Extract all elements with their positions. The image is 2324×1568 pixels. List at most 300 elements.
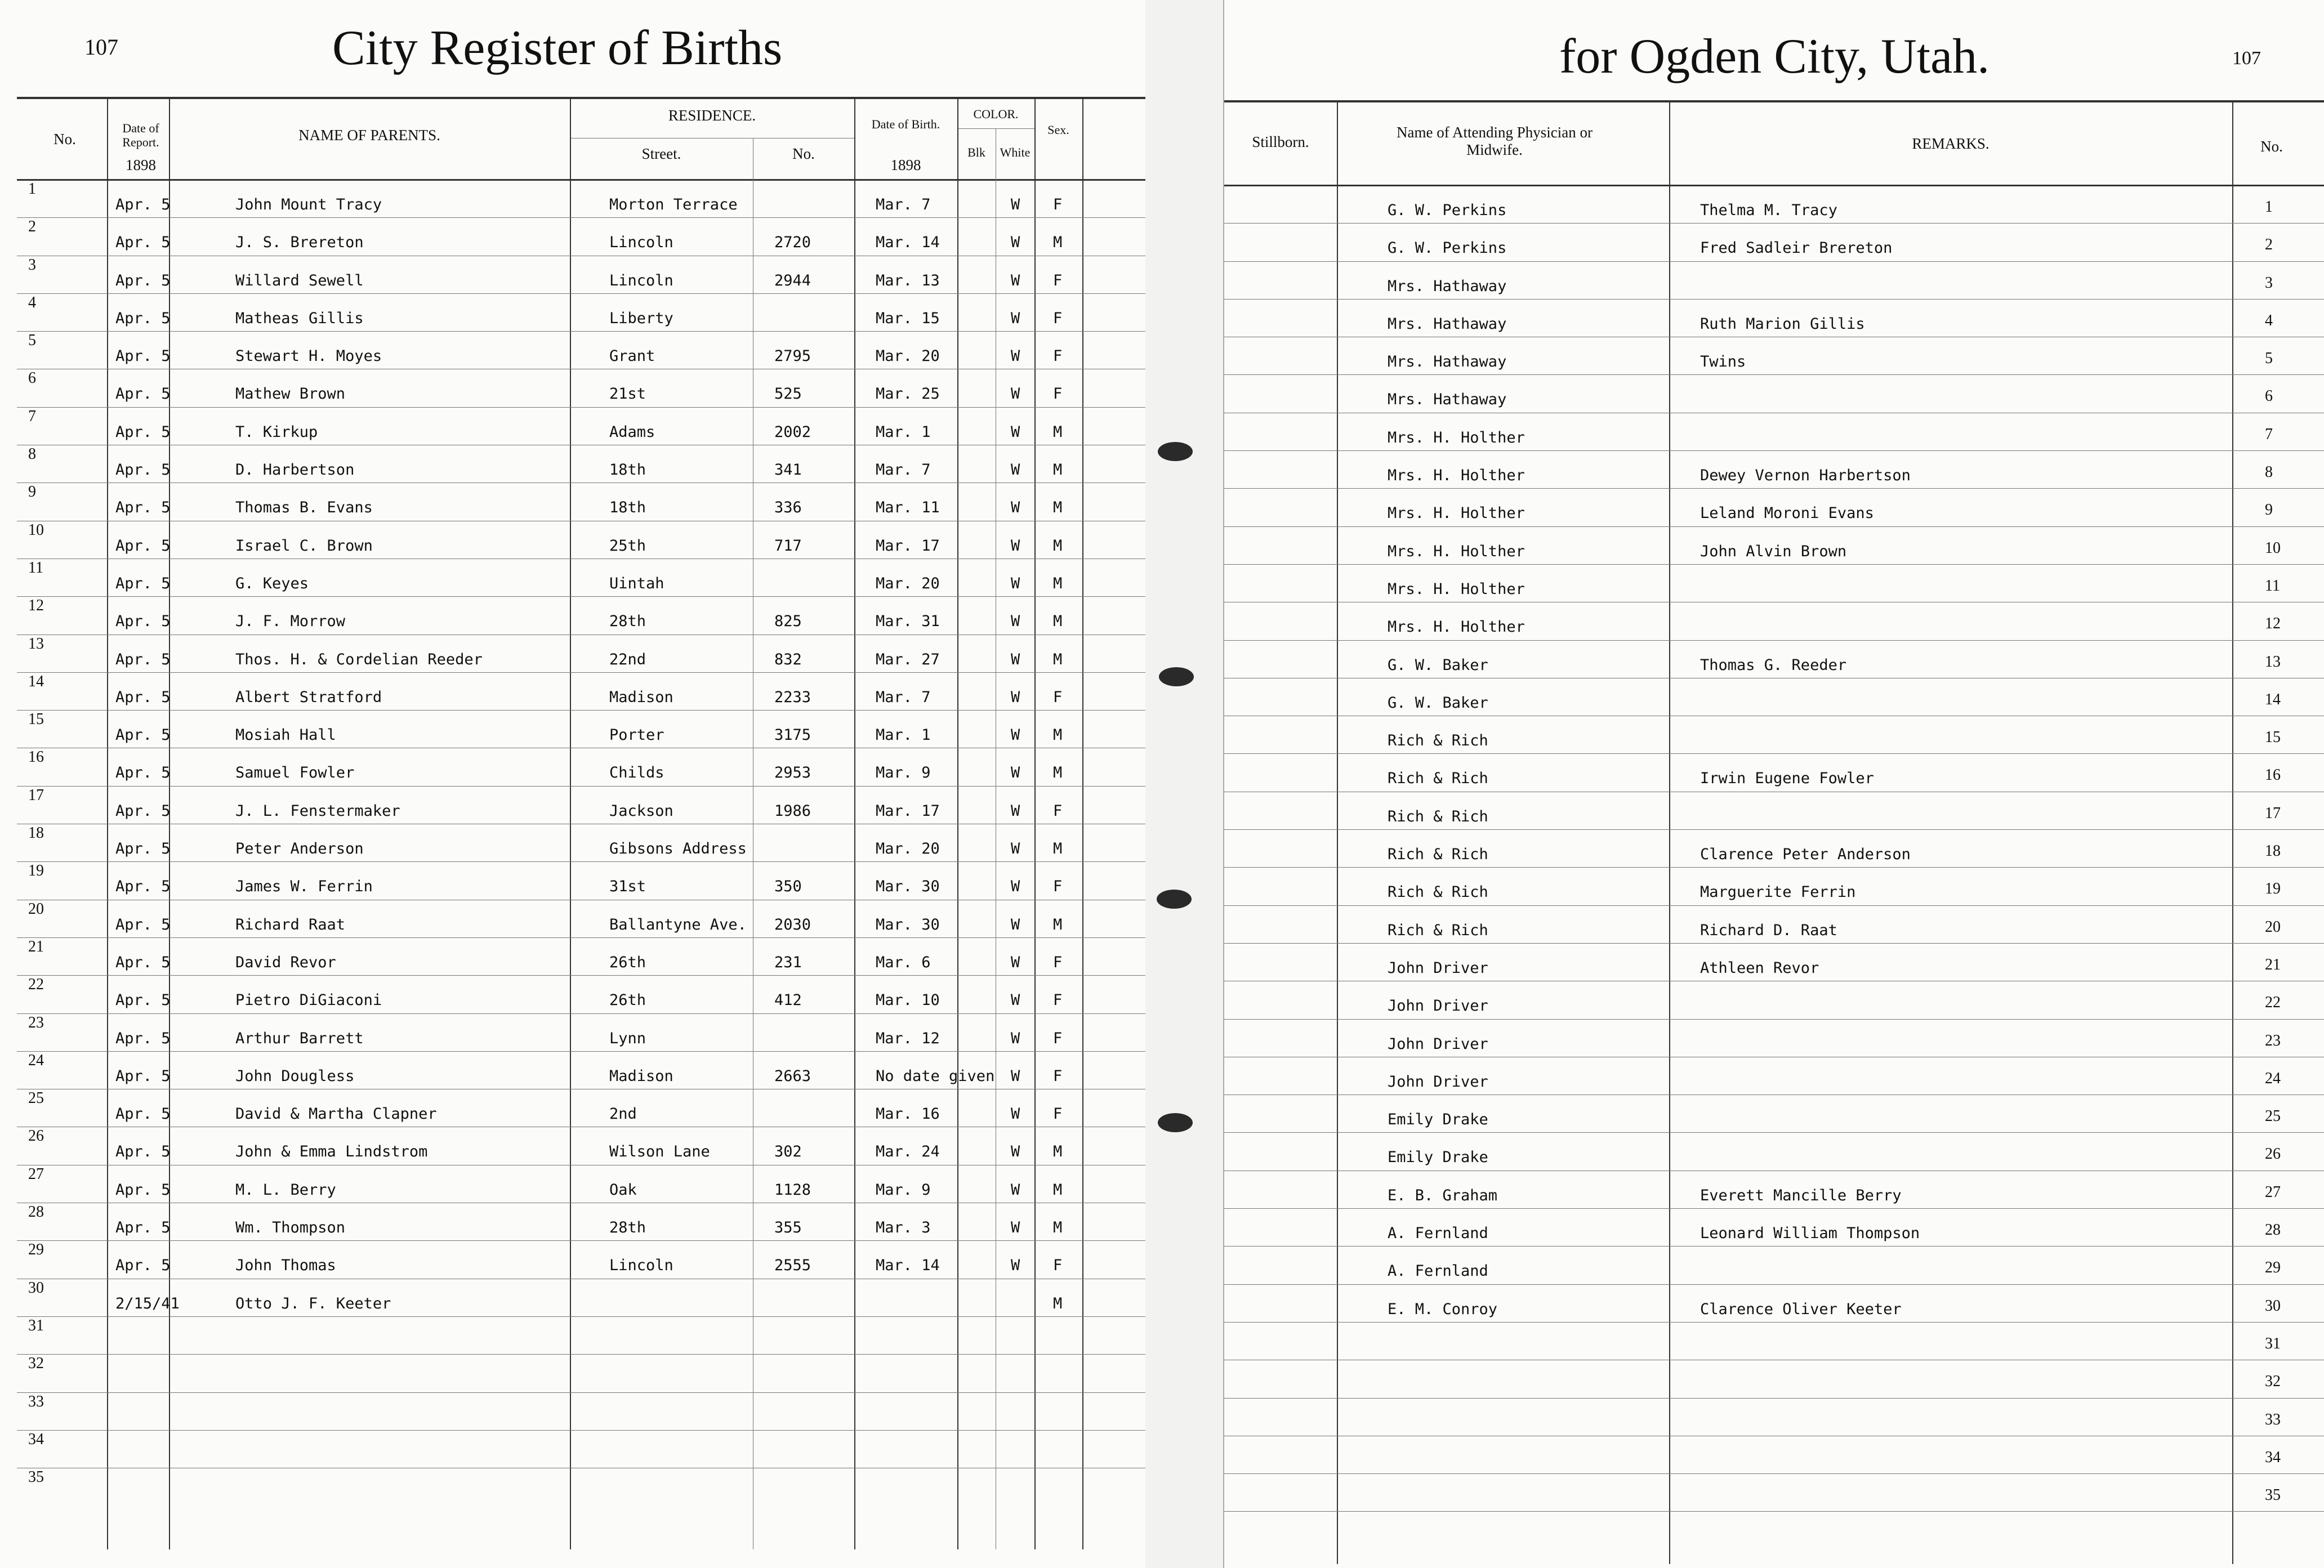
sex-cell: F (1053, 688, 1063, 706)
table-row (17, 1279, 1145, 1317)
birth-date-cell: Mar. 16 (876, 1105, 940, 1123)
parents-cell: Thomas B. Evans (235, 499, 373, 517)
right-register-rows (1224, 186, 2324, 1512)
street-cell: 22nd (609, 650, 646, 668)
street-cell: 28th (609, 1219, 646, 1237)
color-cell: W (1011, 271, 1020, 289)
report-date-cell: Apr. 5 (115, 613, 171, 631)
row-number-right: 2 (2265, 236, 2273, 254)
report-date-cell: Apr. 5 (115, 726, 171, 744)
table-row (17, 1014, 1145, 1052)
physician-cell: Emily Drake (1388, 1149, 1488, 1167)
sex-cell: F (1053, 271, 1063, 289)
house-number-cell: 231 (774, 953, 802, 971)
row-number-right: 26 (2265, 1145, 2281, 1163)
row-number-right: 7 (2265, 425, 2273, 443)
house-number-cell: 2944 (774, 271, 811, 289)
parents-cell: David & Martha Clapner (235, 1105, 437, 1123)
house-number-cell: 341 (774, 461, 802, 479)
sex-cell: M (1053, 499, 1063, 517)
table-row (17, 1203, 1145, 1241)
row-number: 19 (28, 862, 44, 880)
table-row (1224, 413, 2324, 451)
color-cell: W (1011, 1105, 1020, 1123)
birth-date-cell: Mar. 25 (876, 385, 940, 403)
table-row (17, 256, 1145, 294)
col-white-header: White (1000, 145, 1031, 159)
header-top-rule (1224, 100, 2324, 102)
row-number-right: 22 (2265, 994, 2281, 1012)
parents-cell: Matheas Gillis (235, 309, 364, 327)
binder-hole (1157, 890, 1192, 909)
sex-cell: M (1053, 613, 1063, 631)
street-cell: 18th (609, 461, 646, 479)
table-row (1224, 489, 2324, 526)
col-parents-header: NAME OF PARENTS. (298, 127, 440, 144)
row-number: 15 (28, 711, 44, 729)
report-date-cell: Apr. 5 (115, 1257, 171, 1275)
physician-cell: John Driver (1388, 1035, 1488, 1053)
house-number-cell: 2953 (774, 764, 811, 782)
parents-cell: J. L. Fenstermaker (235, 802, 400, 820)
birth-date-cell: Mar. 30 (876, 915, 940, 933)
house-number-cell: 336 (774, 499, 802, 517)
residence-sub-rule (570, 138, 854, 139)
house-number-cell: 832 (774, 650, 802, 668)
table-row (1224, 451, 2324, 489)
street-cell: Adams (609, 423, 655, 441)
row-number: 14 (28, 672, 44, 690)
parents-cell: J. S. Brereton (235, 234, 364, 252)
row-number-right: 16 (2265, 766, 2281, 784)
remarks-cell: Irwin Eugene Fowler (1700, 770, 1874, 788)
physician-cell: Rich & Rich (1388, 770, 1488, 788)
row-number-right: 35 (2265, 1486, 2281, 1504)
row-number-right: 21 (2265, 955, 2281, 973)
table-row (1224, 944, 2324, 981)
table-row (17, 294, 1145, 332)
color-cell: W (1011, 1257, 1020, 1275)
table-row (1224, 1171, 2324, 1209)
street-cell: Uintah (609, 574, 664, 592)
row-number-right: 25 (2265, 1107, 2281, 1125)
street-cell: Lynn (609, 1029, 646, 1047)
row-number-right: 33 (2265, 1410, 2281, 1428)
report-date-cell: Apr. 5 (115, 650, 171, 668)
parents-cell: Israel C. Brown (235, 537, 373, 555)
row-number: 32 (28, 1355, 44, 1373)
physician-cell: G. W. Perkins (1388, 202, 1507, 219)
table-row (17, 408, 1145, 445)
row-number-right: 23 (2265, 1031, 2281, 1049)
report-date-cell: Apr. 5 (115, 271, 171, 289)
color-cell: W (1011, 1181, 1020, 1199)
sex-cell: M (1053, 423, 1063, 441)
report-date-cell: Apr. 5 (115, 1219, 171, 1237)
street-cell: 18th (609, 499, 646, 517)
color-cell: W (1011, 613, 1020, 631)
table-row (17, 748, 1145, 786)
row-number: 12 (28, 597, 44, 615)
table-row (1224, 300, 2324, 337)
house-number-cell: 1986 (774, 802, 811, 820)
color-cell: W (1011, 650, 1020, 668)
report-date-cell: Apr. 5 (115, 385, 171, 403)
parents-cell: Wm. Thompson (235, 1219, 346, 1237)
table-row (1224, 1209, 2324, 1247)
house-number-cell: 2720 (774, 234, 811, 252)
table-row (17, 1127, 1145, 1165)
parents-cell: Mathew Brown (235, 385, 346, 403)
report-date-cell: Apr. 5 (115, 802, 171, 820)
physician-cell: Mrs. Hathaway (1388, 277, 1507, 295)
row-number: 30 (28, 1279, 44, 1297)
row-number-right: 17 (2265, 804, 2281, 822)
parents-cell: Richard Raat (235, 915, 346, 933)
report-date-cell: Apr. 5 (115, 953, 171, 971)
street-cell: Wilson Lane (609, 1143, 710, 1161)
parents-cell: J. F. Morrow (235, 613, 346, 631)
row-number-right: 20 (2265, 918, 2281, 936)
table-row (17, 1468, 1145, 1506)
sex-cell: F (1053, 309, 1063, 327)
table-row (17, 483, 1145, 521)
header-top-rule (17, 97, 1145, 99)
birth-date-cell: Mar. 20 (876, 840, 940, 858)
color-cell: W (1011, 726, 1020, 744)
street-cell: Madison (609, 688, 673, 706)
table-row (1224, 830, 2324, 868)
sex-cell: M (1053, 574, 1063, 592)
row-number-right: 28 (2265, 1221, 2281, 1239)
row-number-right: 6 (2265, 387, 2273, 405)
row-number: 35 (28, 1468, 44, 1486)
street-cell: 21st (609, 385, 646, 403)
street-cell: Gibsons Address (609, 840, 747, 858)
report-date-cell: Apr. 5 (115, 1105, 171, 1123)
table-row (17, 1393, 1145, 1431)
table-row (1224, 754, 2324, 792)
table-row (1224, 1474, 2324, 1512)
report-date-cell: Apr. 5 (115, 840, 171, 858)
table-row (17, 635, 1145, 673)
street-cell: Madison (609, 1067, 673, 1085)
house-number-cell: 350 (774, 878, 802, 896)
row-number: 26 (28, 1127, 44, 1145)
sex-cell: M (1053, 234, 1063, 252)
parents-cell: T. Kirkup (235, 423, 318, 441)
street-cell: Lincoln (609, 1257, 673, 1275)
book-gutter (1145, 0, 1223, 1568)
house-number-cell: 412 (774, 991, 802, 1009)
row-number-right: 27 (2265, 1183, 2281, 1201)
house-number-cell: 2795 (774, 347, 811, 365)
parents-cell: M. L. Berry (235, 1181, 336, 1199)
report-date-cell: Apr. 5 (115, 991, 171, 1009)
sex-cell: M (1053, 1181, 1063, 1199)
table-row (17, 976, 1145, 1013)
house-number-cell: 2002 (774, 423, 811, 441)
sex-cell: M (1053, 650, 1063, 668)
row-number: 7 (28, 407, 36, 425)
birth-date-cell: Mar. 20 (876, 347, 940, 365)
row-number: 24 (28, 1051, 44, 1069)
physician-cell: G. W. Baker (1388, 656, 1488, 674)
birth-date-cell: Mar. 14 (876, 1257, 940, 1275)
parents-cell: David Revor (235, 953, 336, 971)
table-row (1224, 565, 2324, 602)
report-date-cell: Apr. 5 (115, 461, 171, 479)
row-number-right: 19 (2265, 880, 2281, 898)
remarks-cell: John Alvin Brown (1700, 542, 1847, 560)
physician-cell: G. W. Baker (1388, 694, 1488, 712)
table-row (17, 1089, 1145, 1127)
col-birth-header: Date of Birth. (871, 117, 940, 131)
parents-cell: John Mount Tracy (235, 196, 382, 213)
table-row (1224, 1436, 2324, 1474)
binder-hole (1158, 442, 1193, 461)
row-number-right: 13 (2265, 653, 2281, 671)
row-number-right: 4 (2265, 311, 2273, 329)
sex-cell: F (1053, 878, 1063, 896)
report-date-cell: Apr. 5 (115, 1143, 171, 1161)
table-row (17, 711, 1145, 748)
table-row (1224, 1360, 2324, 1398)
col-sex-header: Sex. (1047, 123, 1069, 137)
table-row (1224, 678, 2324, 716)
col-no-header-right: No. (2260, 138, 2283, 155)
binder-hole (1158, 1113, 1193, 1132)
street-cell: Morton Terrace (609, 196, 738, 213)
street-cell: Lincoln (609, 234, 673, 252)
house-number-cell: 355 (774, 1219, 802, 1237)
birth-date-cell: Mar. 17 (876, 802, 940, 820)
parents-cell: Samuel Fowler (235, 764, 355, 782)
birth-date-cell: Mar. 9 (876, 1181, 931, 1199)
physician-cell: John Driver (1388, 959, 1488, 977)
birth-date-cell: Mar. 12 (876, 1029, 940, 1047)
table-row (17, 673, 1145, 711)
row-number: 4 (28, 293, 36, 311)
row-number: 23 (28, 1013, 44, 1031)
color-cell: W (1011, 840, 1020, 858)
color-cell: W (1011, 915, 1020, 933)
physician-cell: Mrs. H. Holther (1388, 467, 1525, 485)
birth-date-cell: Mar. 13 (876, 271, 940, 289)
color-cell: W (1011, 1067, 1020, 1085)
street-cell: Oak (609, 1181, 637, 1199)
birth-date-cell: Mar. 20 (876, 574, 940, 592)
report-date-cell: Apr. 5 (115, 196, 171, 213)
table-row (17, 862, 1145, 900)
house-number-cell: 2233 (774, 688, 811, 706)
physician-cell: Rich & Rich (1388, 732, 1488, 750)
house-number-cell: 717 (774, 537, 802, 555)
house-number-cell: 525 (774, 385, 802, 403)
physician-cell: Mrs. Hathaway (1388, 353, 1507, 371)
table-row (17, 559, 1145, 597)
table-row (17, 1241, 1145, 1279)
col-resno-header: No. (792, 145, 815, 162)
birth-date-cell: Mar. 7 (876, 196, 931, 213)
birth-date-cell: Mar. 30 (876, 878, 940, 896)
street-cell: 31st (609, 878, 646, 896)
table-row (1224, 792, 2324, 830)
report-date-cell: Apr. 5 (115, 347, 171, 365)
parents-cell: Albert Stratford (235, 688, 382, 706)
sex-cell: M (1053, 915, 1063, 933)
parents-cell: Pietro DiGiaconi (235, 991, 382, 1009)
physician-cell: A. Fernland (1388, 1225, 1488, 1243)
sex-cell: F (1053, 953, 1063, 971)
row-number: 6 (28, 369, 36, 387)
table-row (1224, 527, 2324, 565)
row-number: 27 (28, 1165, 44, 1183)
col-blk-header: Blk (967, 145, 985, 159)
color-cell: W (1011, 1029, 1020, 1047)
row-number-right: 30 (2265, 1297, 2281, 1315)
row-number: 3 (28, 256, 36, 274)
color-cell: W (1011, 953, 1020, 971)
row-number-right: 32 (2265, 1373, 2281, 1391)
birth-date-cell: Mar. 7 (876, 461, 931, 479)
row-number: 29 (28, 1241, 44, 1259)
row-number: 18 (28, 824, 44, 842)
table-row (1224, 716, 2324, 754)
birth-date-cell: Mar. 1 (876, 423, 931, 441)
physician-cell: G. W. Perkins (1388, 239, 1507, 257)
table-row (17, 332, 1145, 369)
col-color-header: COLOR. (973, 107, 1019, 121)
house-number-cell: 2030 (774, 915, 811, 933)
remarks-cell: Athleen Revor (1700, 959, 1819, 977)
binder-hole (1159, 667, 1194, 686)
row-number: 9 (28, 483, 36, 501)
row-number: 16 (28, 748, 44, 766)
street-cell: 2nd (609, 1105, 637, 1123)
birth-date-cell: Mar. 7 (876, 688, 931, 706)
row-number-right: 12 (2265, 615, 2281, 633)
row-number: 25 (28, 1089, 44, 1107)
right-page (1223, 0, 2324, 1568)
row-number-right: 14 (2265, 690, 2281, 708)
table-row (1224, 1247, 2324, 1284)
table-row (17, 824, 1145, 862)
remarks-cell: Leland Moroni Evans (1700, 504, 1874, 522)
row-number-right: 8 (2265, 463, 2273, 481)
row-number: 1 (28, 180, 36, 198)
street-cell: 26th (609, 953, 646, 971)
row-number: 33 (28, 1392, 44, 1410)
birth-date-cell: Mar. 6 (876, 953, 931, 971)
table-row (1224, 224, 2324, 261)
sex-cell: M (1053, 1219, 1063, 1237)
table-row (17, 218, 1145, 256)
remarks-cell: Leonard William Thompson (1700, 1225, 1920, 1243)
street-cell: 25th (609, 537, 646, 555)
row-number: 5 (28, 332, 36, 350)
sex-cell: M (1053, 461, 1063, 479)
parents-cell: G. Keyes (235, 574, 309, 592)
report-date-cell: Apr. 5 (115, 234, 171, 252)
color-cell: W (1011, 991, 1020, 1009)
birth-date-cell: No date given (876, 1067, 995, 1085)
color-cell: W (1011, 1143, 1020, 1161)
table-row (17, 1355, 1145, 1392)
physician-cell: Mrs. Hathaway (1388, 315, 1507, 333)
physician-cell: A. Fernland (1388, 1262, 1488, 1280)
remarks-cell: Marguerite Ferrin (1700, 883, 1856, 901)
physician-cell: Rich & Rich (1388, 807, 1488, 825)
table-row (17, 521, 1145, 559)
color-cell: W (1011, 499, 1020, 517)
physician-cell: Mrs. Hathaway (1388, 391, 1507, 409)
parents-cell: John Dougless (235, 1067, 355, 1085)
col-residence-header: RESIDENCE. (668, 107, 756, 124)
parents-cell: John Thomas (235, 1257, 336, 1275)
color-cell: W (1011, 461, 1020, 479)
parents-cell: Arthur Barrett (235, 1029, 364, 1047)
street-cell: Lincoln (609, 271, 673, 289)
house-number-cell: 2663 (774, 1067, 811, 1085)
birth-date-cell: Mar. 3 (876, 1219, 931, 1237)
birth-date-cell: Mar. 9 (876, 764, 931, 782)
table-row (1224, 262, 2324, 300)
birth-date-cell: Mar. 27 (876, 650, 940, 668)
row-number: 8 (28, 445, 36, 463)
sex-cell: F (1053, 1029, 1063, 1047)
table-row (1224, 981, 2324, 1019)
left-page-number: 107 (84, 34, 118, 60)
birth-date-cell: Mar. 17 (876, 537, 940, 555)
remarks-cell: Richard D. Raat (1700, 921, 1837, 939)
table-row (1224, 1399, 2324, 1436)
parents-cell: Willard Sewell (235, 271, 364, 289)
parents-cell: Mosiah Hall (235, 726, 336, 744)
birth-date-cell: Mar. 11 (876, 499, 940, 517)
report-date-cell: Apr. 5 (115, 423, 171, 441)
sex-cell: F (1053, 196, 1063, 213)
report-date-cell: Apr. 5 (115, 764, 171, 782)
right-page-number: 107 (2232, 48, 2261, 69)
sex-cell: F (1053, 991, 1063, 1009)
left-page-title: City Register of Births (332, 21, 783, 75)
sex-cell: M (1053, 726, 1063, 744)
parents-cell: James W. Ferrin (235, 878, 373, 896)
remarks-cell: Twins (1700, 353, 1746, 371)
table-row (17, 900, 1145, 938)
row-number-right: 34 (2265, 1448, 2281, 1466)
row-number-right: 1 (2265, 198, 2273, 216)
col-stillborn-header: Stillborn. (1252, 133, 1309, 150)
table-row (1224, 641, 2324, 678)
report-date-cell: Apr. 5 (115, 1181, 171, 1199)
row-number-right: 29 (2265, 1259, 2281, 1277)
color-cell: W (1011, 802, 1020, 820)
table-row (1224, 868, 2324, 905)
physician-cell: Rich & Rich (1388, 846, 1488, 864)
color-cell: W (1011, 196, 1020, 213)
report-date-cell: Apr. 5 (115, 688, 171, 706)
report-date-cell: Apr. 5 (115, 537, 171, 555)
house-number-cell: 1128 (774, 1181, 811, 1199)
color-cell: W (1011, 309, 1020, 327)
color-cell: W (1011, 764, 1020, 782)
row-number: 34 (28, 1430, 44, 1448)
report-date-cell: Apr. 5 (115, 915, 171, 933)
parents-cell: Stewart H. Moyes (235, 347, 382, 365)
table-row (1224, 1020, 2324, 1057)
